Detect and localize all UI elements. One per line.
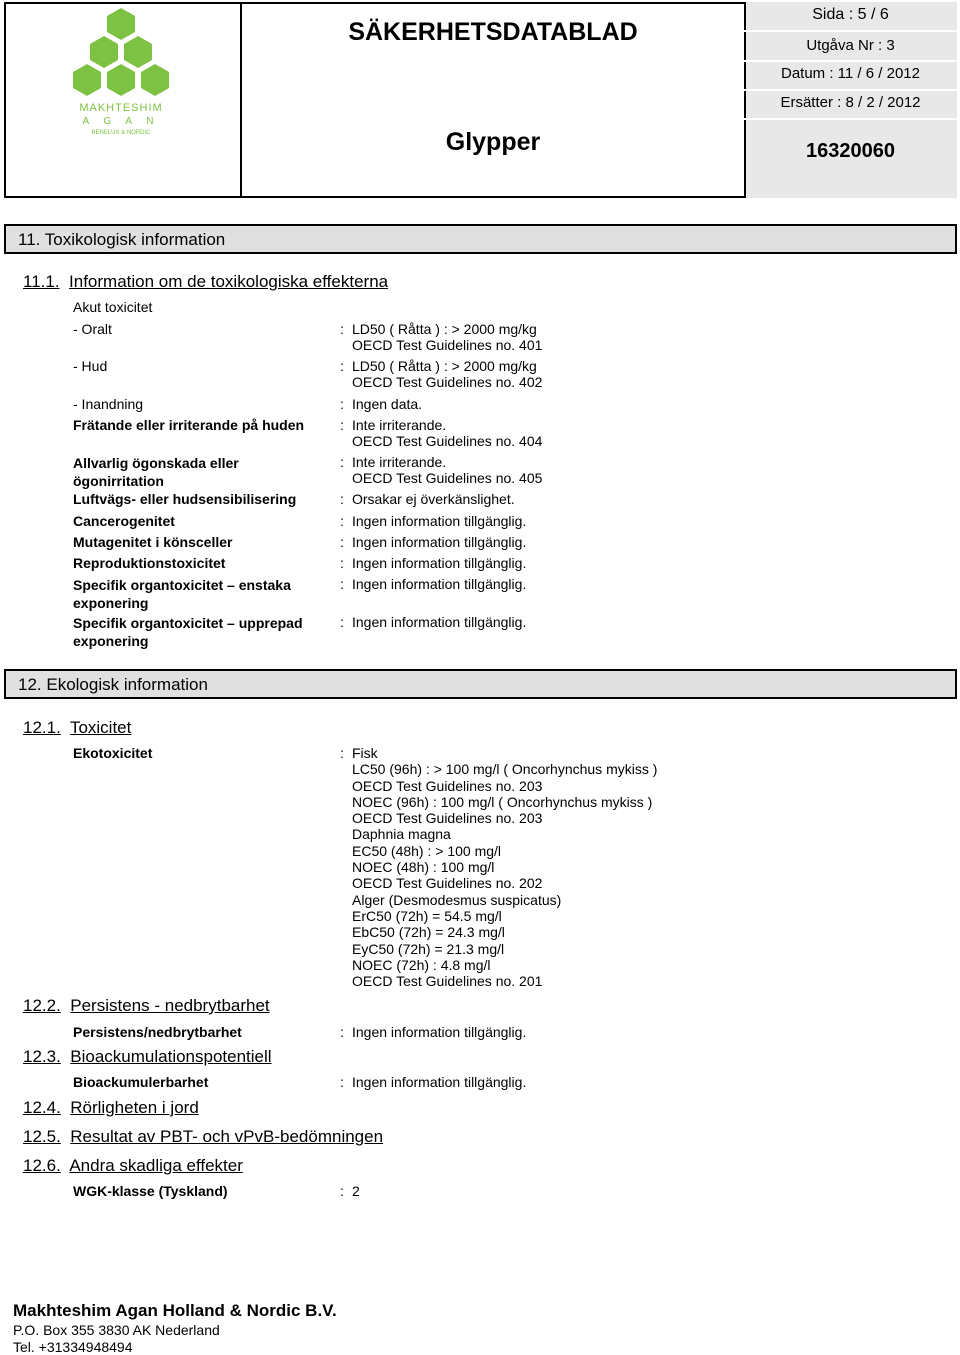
section-11-title: 11. Toxikologisk information: [4, 224, 957, 254]
colon: :: [340, 745, 344, 761]
value-line: Alger (Desmodesmus suspicatus): [352, 891, 562, 908]
divider: [744, 30, 957, 32]
row-label: Specifik organtoxicitet – upprepad exponering: [73, 615, 303, 649]
subsection-number: 12.3.: [23, 1047, 61, 1066]
row-value: [352, 417, 542, 450]
divider: [744, 118, 957, 120]
row-label: - Oralt: [73, 321, 112, 337]
subsection-12-3: [23, 1047, 272, 1067]
colon: :: [340, 576, 344, 592]
subsection-title: Resultat av PBT- och vPvB-bedömningen: [70, 1127, 384, 1146]
value-line: NOEC (72h) : 4.8 mg/l: [352, 956, 491, 973]
colon: :: [340, 321, 344, 337]
row-label: Luftvägs- eller hudsensibilisering: [73, 491, 297, 507]
value-line: Fisk: [352, 745, 378, 761]
colon: :: [340, 614, 344, 630]
divider: [744, 89, 957, 91]
subsection-number: 12.4.: [23, 1098, 61, 1117]
value-line: OECD Test Guidelines no. 203: [352, 810, 543, 827]
footer-phone: Tel. +31334948494: [13, 1339, 133, 1355]
row-label: - Hud: [73, 358, 108, 374]
value-line: Daphnia magna: [352, 826, 451, 843]
row-value: Ingen information tillgänglig.: [352, 576, 527, 592]
colon: :: [340, 1074, 344, 1090]
row-value: [352, 321, 542, 354]
issue-date: Datum : 11 / 6 / 2012: [781, 65, 920, 82]
colon: :: [340, 1183, 344, 1199]
subsection-number: 12.2.: [23, 996, 61, 1015]
colon: :: [340, 491, 344, 507]
wgk-label: WGK-klasse (Tyskland): [73, 1183, 228, 1199]
logo-sub: A G A N: [82, 116, 160, 127]
ecotoxicity-value: [352, 745, 657, 989]
footer-company: Makhteshim Agan Holland & Nordic B.V.: [13, 1301, 337, 1320]
row-value: Orsakar ej överkänslighet.: [352, 491, 515, 507]
row-label: Reproduktionstoxicitet: [73, 555, 226, 571]
ecotoxicity-label: Ekotoxicitet: [73, 745, 153, 761]
value-line: OECD Test Guidelines no. 203: [352, 777, 543, 794]
colon: :: [340, 396, 344, 412]
value-line: LD50 ( Råtta ) : > 2000 mg/kg: [352, 358, 537, 374]
colon: :: [340, 513, 344, 529]
row-label: Specifik organtoxicitet – enstaka exponering: [73, 577, 291, 611]
row-label: Frätande eller irriterande på huden: [73, 417, 305, 433]
subsection-title: Persistens - nedbrytbarhet: [70, 996, 270, 1015]
value-line: OECD Test Guidelines no. 201: [352, 973, 543, 990]
colon: :: [340, 555, 344, 571]
row-value: [352, 454, 542, 487]
subsection-11-1: [23, 272, 388, 292]
value-line: OECD Test Guidelines no. 402: [352, 374, 543, 391]
subsection-title: Information om de toxikologiska effekterna: [69, 272, 389, 291]
value-line: EC50 (48h) : > 100 mg/l: [352, 842, 502, 859]
value-line: NOEC (48h) : 100 mg/l: [352, 859, 495, 876]
value-line: OECD Test Guidelines no. 405: [352, 470, 543, 487]
document-title: SÄKERHETSDATABLAD: [348, 18, 638, 46]
row-value: [352, 358, 542, 391]
makhteshim-logo: [4, 2, 238, 194]
value-line: NOEC (96h) : 100 mg/l ( Oncorhynchus mykiss ): [352, 793, 653, 810]
value-line: OECD Test Guidelines no. 401: [352, 337, 543, 354]
row-value: Ingen information tillgänglig.: [352, 555, 527, 571]
bioaccumulation-label: Bioackumulerbarhet: [73, 1074, 209, 1090]
row-label: Mutagenitet i könsceller: [73, 534, 233, 550]
colon: :: [340, 358, 344, 374]
value-line: Inte irriterande.: [352, 454, 447, 470]
logo-name: MAKHTESHIM: [79, 102, 163, 114]
acute-toxicity-label: Akut toxicitet: [73, 299, 153, 315]
value-line: EbC50 (72h) = 24.3 mg/l: [352, 924, 505, 941]
row-value: Ingen information tillgänglig.: [352, 534, 527, 550]
page-number: Sida : 5 / 6: [812, 6, 889, 23]
value-line: OECD Test Guidelines no. 404: [352, 433, 543, 450]
colon: :: [340, 534, 344, 550]
subsection-title: Toxicitet: [69, 718, 132, 737]
row-label: Allvarlig ögonskada eller ögonirritation: [73, 455, 239, 489]
product-code: 16320060: [806, 140, 895, 162]
subsection-12-4: [23, 1098, 199, 1118]
subsection-number: 12.5.: [23, 1127, 61, 1146]
subsection-title: Bioackumulationspotentiell: [70, 1047, 272, 1066]
subsection-12-6: [23, 1156, 243, 1176]
row-label: Cancerogenitet: [73, 513, 175, 529]
row-value: Ingen data.: [352, 396, 423, 412]
section-12-title: 12. Ekologisk information: [4, 669, 957, 699]
value-line: Inte irriterande.: [352, 417, 447, 433]
divider: [744, 60, 957, 62]
subsection-number: 12.6.: [23, 1156, 61, 1175]
subsection-title: Rörligheten i jord: [70, 1098, 199, 1117]
row-label: - Inandning: [73, 396, 144, 412]
subsection-12-1: [23, 718, 131, 738]
subsection-number: 11.1.: [23, 272, 60, 291]
persistence-label: Persistens/nedbrytbarhet: [73, 1024, 242, 1040]
logo-tag: BENELUX & NORDIC: [91, 130, 151, 136]
footer-address: P.O. Box 355 3830 AK Nederland: [13, 1322, 220, 1338]
value-line: ErC50 (72h) = 54.5 mg/l: [352, 907, 502, 924]
value-line: OECD Test Guidelines no. 202: [352, 875, 543, 892]
row-value: Ingen information tillgänglig.: [352, 614, 527, 630]
wgk-value: 2: [352, 1183, 360, 1199]
subsection-title: Andra skadliga effekter: [69, 1156, 243, 1175]
row-value: Ingen information tillgänglig.: [352, 513, 527, 529]
persistence-value: Ingen information tillgänglig.: [352, 1024, 527, 1040]
value-line: EyC50 (72h) = 21.3 mg/l: [352, 940, 505, 957]
value-line: LD50 ( Råtta ) : > 2000 mg/kg: [352, 321, 537, 337]
colon: :: [340, 417, 344, 433]
subsection-number: 12.1.: [23, 718, 61, 737]
subsection-12-2: [23, 996, 270, 1016]
colon: :: [340, 454, 344, 470]
bioaccumulation-value: Ingen information tillgänglig.: [352, 1074, 527, 1090]
replaces-date: Ersätter : 8 / 2 / 2012: [780, 94, 921, 111]
colon: :: [340, 1024, 344, 1040]
subsection-12-5: [23, 1127, 383, 1147]
value-line: LC50 (96h) : > 100 mg/l ( Oncorhynchus mykiss ): [352, 761, 658, 778]
edition: Utgåva Nr : 3: [806, 37, 895, 54]
product-name: Glypper: [445, 128, 541, 156]
logo-cell: [4, 2, 242, 198]
